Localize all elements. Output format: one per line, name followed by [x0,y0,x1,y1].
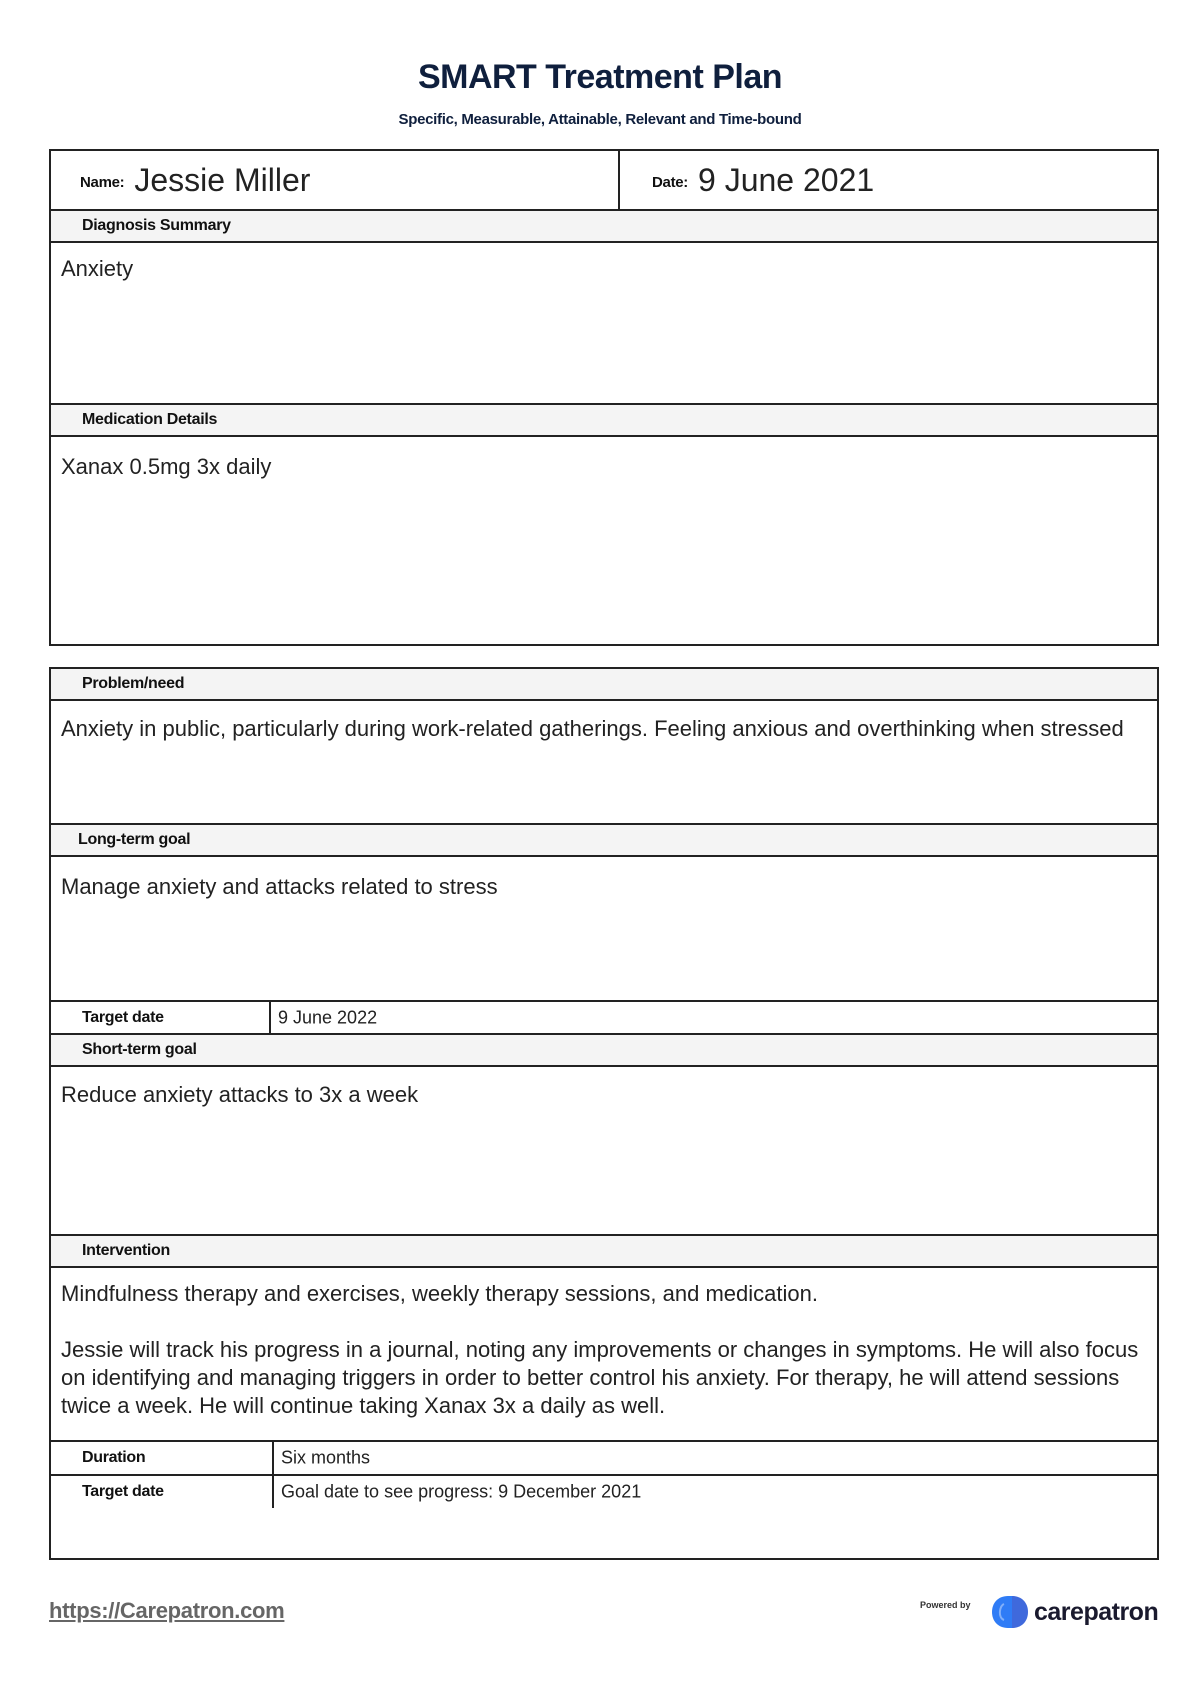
name-date-row [51,151,1157,211]
intervention-label: Intervention [82,1242,170,1259]
problem-label: Problem/need [82,675,185,692]
long-term-label: Long-term goal [78,831,191,848]
date-value[interactable]: 9 June 2021 [698,162,875,198]
long-term-text: Manage anxiety and attacks related to stress [61,874,498,899]
name-cell [80,151,310,209]
target-divider [269,1002,271,1033]
diagnosis-header [51,211,1157,243]
diagnosis-content[interactable] [51,243,1157,405]
name-label: Name: [80,174,125,191]
medication-label: Medication Details [82,411,218,428]
problem-text: Anxiety in public, particularly during work-related gatherings. Feeling anxious and overthinking when stressed [61,716,1124,741]
diagnosis-label: Diagnosis Summary [82,217,231,234]
intervention-target-value[interactable]: Goal date to see progress: 9 December 2021 [281,1481,642,1502]
long-term-content[interactable] [51,857,1157,1002]
intervention-target-row [51,1476,1157,1508]
intervention-paragraph-2: Jessie will track his progress in a journal, noting any improvements or changes in symptoms. He will also focus on identifying and managing triggers in order to better control his anxiety. For therapy, he will attend sessions twice a week. He will continue taking Xanax 3x a daily as well. [61,1337,1139,1418]
patient-info-box [49,149,1159,646]
short-term-header [51,1035,1157,1067]
powered-by-label: Powered by [920,1600,971,1610]
medication-content[interactable] [51,437,1157,644]
long-term-target-label: Target date [82,1008,164,1026]
carepatron-logo-icon [990,1594,1030,1630]
date-cell [652,151,874,209]
duration-row [51,1442,1157,1476]
carepatron-link[interactable]: https://Carepatron.com [49,1598,285,1623]
problem-header [51,669,1157,701]
name-value[interactable]: Jessie Miller [134,162,311,198]
short-term-text: Reduce anxiety attacks to 3x a week [61,1082,419,1107]
duration-divider [272,1442,274,1474]
long-term-target-row [51,1002,1157,1035]
duration-value[interactable]: Six months [281,1447,371,1468]
duration-label: Duration [82,1449,146,1466]
intervention-text [51,1268,1157,1420]
problem-content[interactable] [51,701,1157,825]
carepatron-brand: carepatron [1034,1597,1159,1626]
intervention-target-label: Target date [82,1483,164,1500]
page-subtitle: Specific, Measurable, Attainable, Relevant and Time-bound [398,111,802,128]
date-label: Date: [652,174,689,191]
long-term-target-value[interactable]: 9 June 2022 [278,1007,378,1027]
page-title: SMART Treatment Plan [417,58,783,96]
medication-text: Xanax 0.5mg 3x daily [61,454,272,479]
name-date-divider [618,151,620,209]
short-term-label: Short-term goal [82,1041,197,1058]
goals-box [49,667,1159,1560]
long-term-header [51,825,1157,857]
medication-header [51,405,1157,437]
intervention-paragraph-1: Mindfulness therapy and exercises, weekly therapy sessions, and medication. [61,1281,818,1306]
short-term-content[interactable] [51,1067,1157,1236]
carepatron-logo [990,1592,1158,1632]
intervention-header [51,1236,1157,1268]
intervention-content[interactable] [51,1268,1157,1442]
intervention-target-divider [272,1476,274,1508]
diagnosis-text: Anxiety [61,256,134,281]
